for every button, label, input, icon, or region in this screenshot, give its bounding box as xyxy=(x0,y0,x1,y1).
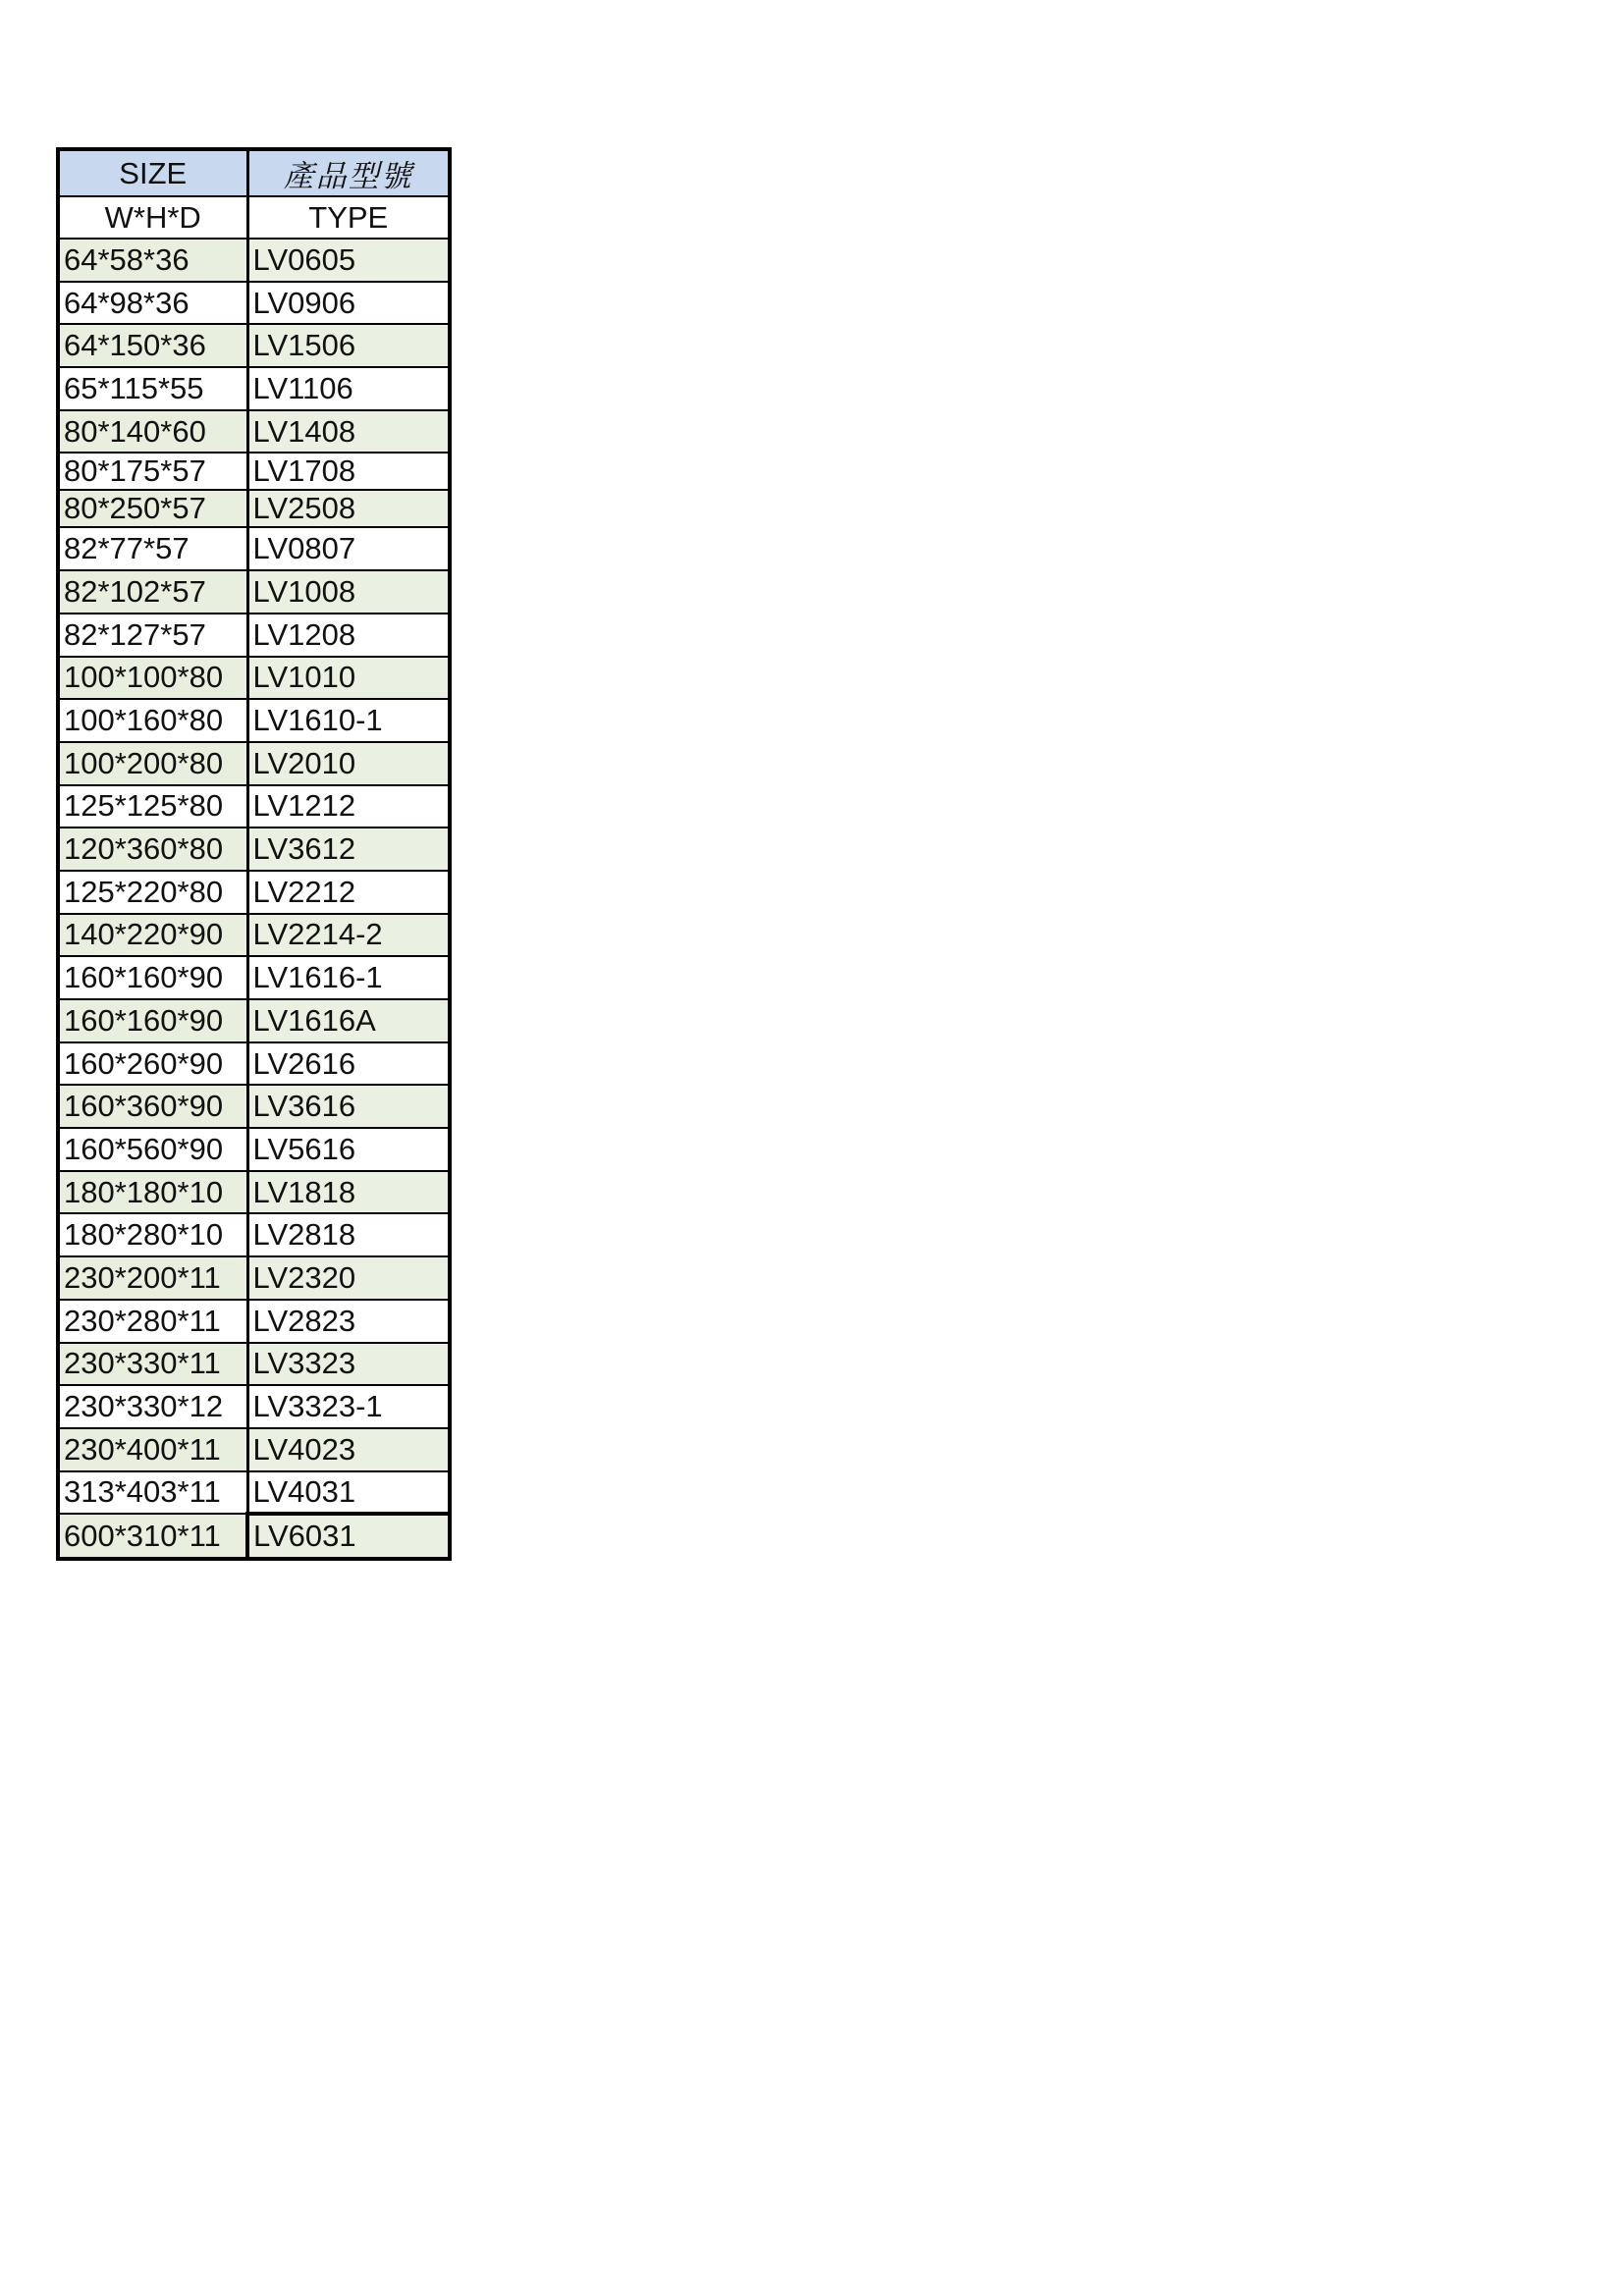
type-cell: LV1408 xyxy=(247,410,448,454)
size-cell: 160*260*90 xyxy=(60,1042,247,1086)
type-cell: LV1818 xyxy=(247,1171,448,1214)
size-cell: 82*102*57 xyxy=(60,570,247,614)
size-cell: 80*250*57 xyxy=(60,490,247,527)
type-cell: LV1106 xyxy=(247,367,448,410)
table-row xyxy=(60,914,448,957)
table-row xyxy=(60,1256,448,1300)
size-cell: 82*127*57 xyxy=(60,614,247,657)
table-row xyxy=(60,742,448,785)
type-cell: LV1010 xyxy=(247,657,448,700)
type-cell: LV2212 xyxy=(247,871,448,914)
table-row xyxy=(60,570,448,614)
table-row xyxy=(60,527,448,570)
type-cell: LV6031 xyxy=(247,1514,448,1557)
type-cell: LV2214-2 xyxy=(247,914,448,957)
table-row xyxy=(60,453,448,490)
table-row xyxy=(60,1171,448,1214)
size-cell: 160*160*90 xyxy=(60,999,247,1042)
type-cell: LV4023 xyxy=(247,1428,448,1471)
size-cell: 230*400*11 xyxy=(60,1428,247,1471)
table-row xyxy=(60,828,448,871)
size-cell: 64*58*36 xyxy=(60,239,247,282)
size-cell: 125*220*80 xyxy=(60,871,247,914)
type-cell: LV4031 xyxy=(247,1471,448,1515)
table-row xyxy=(60,699,448,742)
table-row xyxy=(60,657,448,700)
type-cell: LV1616-1 xyxy=(247,956,448,999)
table-row xyxy=(60,614,448,657)
table-row xyxy=(60,1471,448,1515)
table-row xyxy=(60,1213,448,1256)
type-cell: LV2616 xyxy=(247,1042,448,1086)
size-cell: 100*100*80 xyxy=(60,657,247,700)
table-body xyxy=(60,151,448,1557)
table-row xyxy=(60,1428,448,1471)
table-row xyxy=(60,871,448,914)
table-row xyxy=(60,410,448,454)
table-row xyxy=(60,1042,448,1086)
size-cell: 230*200*11 xyxy=(60,1256,247,1300)
type-cell: LV1708 xyxy=(247,453,448,490)
size-cell: 80*140*60 xyxy=(60,410,247,454)
table-row xyxy=(60,1343,448,1386)
size-type-table xyxy=(60,151,448,1557)
spec-table-frame xyxy=(56,147,452,1561)
size-cell: 180*280*10 xyxy=(60,1213,247,1256)
table-row xyxy=(60,1385,448,1428)
table-row xyxy=(60,1300,448,1343)
size-cell: 160*360*90 xyxy=(60,1085,247,1128)
type-cell: LV3616 xyxy=(247,1085,448,1128)
type-cell: LV1616A xyxy=(247,999,448,1042)
size-cell: 313*403*11 xyxy=(60,1471,247,1515)
type-cell: LV3612 xyxy=(247,828,448,871)
size-cell: 160*560*90 xyxy=(60,1128,247,1171)
table-row xyxy=(60,1514,448,1557)
type-cell: LV1506 xyxy=(247,324,448,367)
size-cell: 64*98*36 xyxy=(60,282,247,325)
size-cell: 600*310*11 xyxy=(60,1514,247,1557)
type-cell: LV1208 xyxy=(247,614,448,657)
size-cell: 125*125*80 xyxy=(60,785,247,828)
type-cell: LV1610-1 xyxy=(247,699,448,742)
size-cell: 230*330*12 xyxy=(60,1385,247,1428)
size-cell: 180*180*10 xyxy=(60,1171,247,1214)
size-cell: 230*280*11 xyxy=(60,1300,247,1343)
type-cell: LV1212 xyxy=(247,785,448,828)
type-cell: LV3323-1 xyxy=(247,1385,448,1428)
size-cell: 100*160*80 xyxy=(60,699,247,742)
table-row xyxy=(60,239,448,282)
type-cell: LV2010 xyxy=(247,742,448,785)
table-row xyxy=(60,785,448,828)
size-cell: 80*175*57 xyxy=(60,453,247,490)
type-cell: LV0605 xyxy=(247,239,448,282)
size-cell: 64*150*36 xyxy=(60,324,247,367)
table-row xyxy=(60,1085,448,1128)
type-column-header: TYPE xyxy=(247,196,448,239)
type-cell: LV0906 xyxy=(247,282,448,325)
size-column-header: SIZE xyxy=(60,151,247,196)
table-row xyxy=(60,1128,448,1171)
type-cell: LV2823 xyxy=(247,1300,448,1343)
size-cell: 100*200*80 xyxy=(60,742,247,785)
size-cell: 160*160*90 xyxy=(60,956,247,999)
size-cell: 82*77*57 xyxy=(60,527,247,570)
size-cell: 65*115*55 xyxy=(60,367,247,410)
header-row-secondary xyxy=(60,196,448,239)
type-cell: LV0807 xyxy=(247,527,448,570)
type-cell: LV2320 xyxy=(247,1256,448,1300)
type-cell: LV5616 xyxy=(247,1128,448,1171)
header-row-primary xyxy=(60,151,448,196)
type-cell: LV2508 xyxy=(247,490,448,527)
table-row xyxy=(60,367,448,410)
table-row xyxy=(60,999,448,1042)
table-row xyxy=(60,282,448,325)
size-cell: 230*330*11 xyxy=(60,1343,247,1386)
type-cell: LV2818 xyxy=(247,1213,448,1256)
type-column-header-chinese: 產品型號 xyxy=(247,151,448,196)
table-row xyxy=(60,490,448,527)
size-cell: 120*360*80 xyxy=(60,828,247,871)
size-cell: 140*220*90 xyxy=(60,914,247,957)
dimensions-column-header: W*H*D xyxy=(60,196,247,239)
type-cell: LV3323 xyxy=(247,1343,448,1386)
table-row xyxy=(60,956,448,999)
type-cell: LV1008 xyxy=(247,570,448,614)
table-row xyxy=(60,324,448,367)
